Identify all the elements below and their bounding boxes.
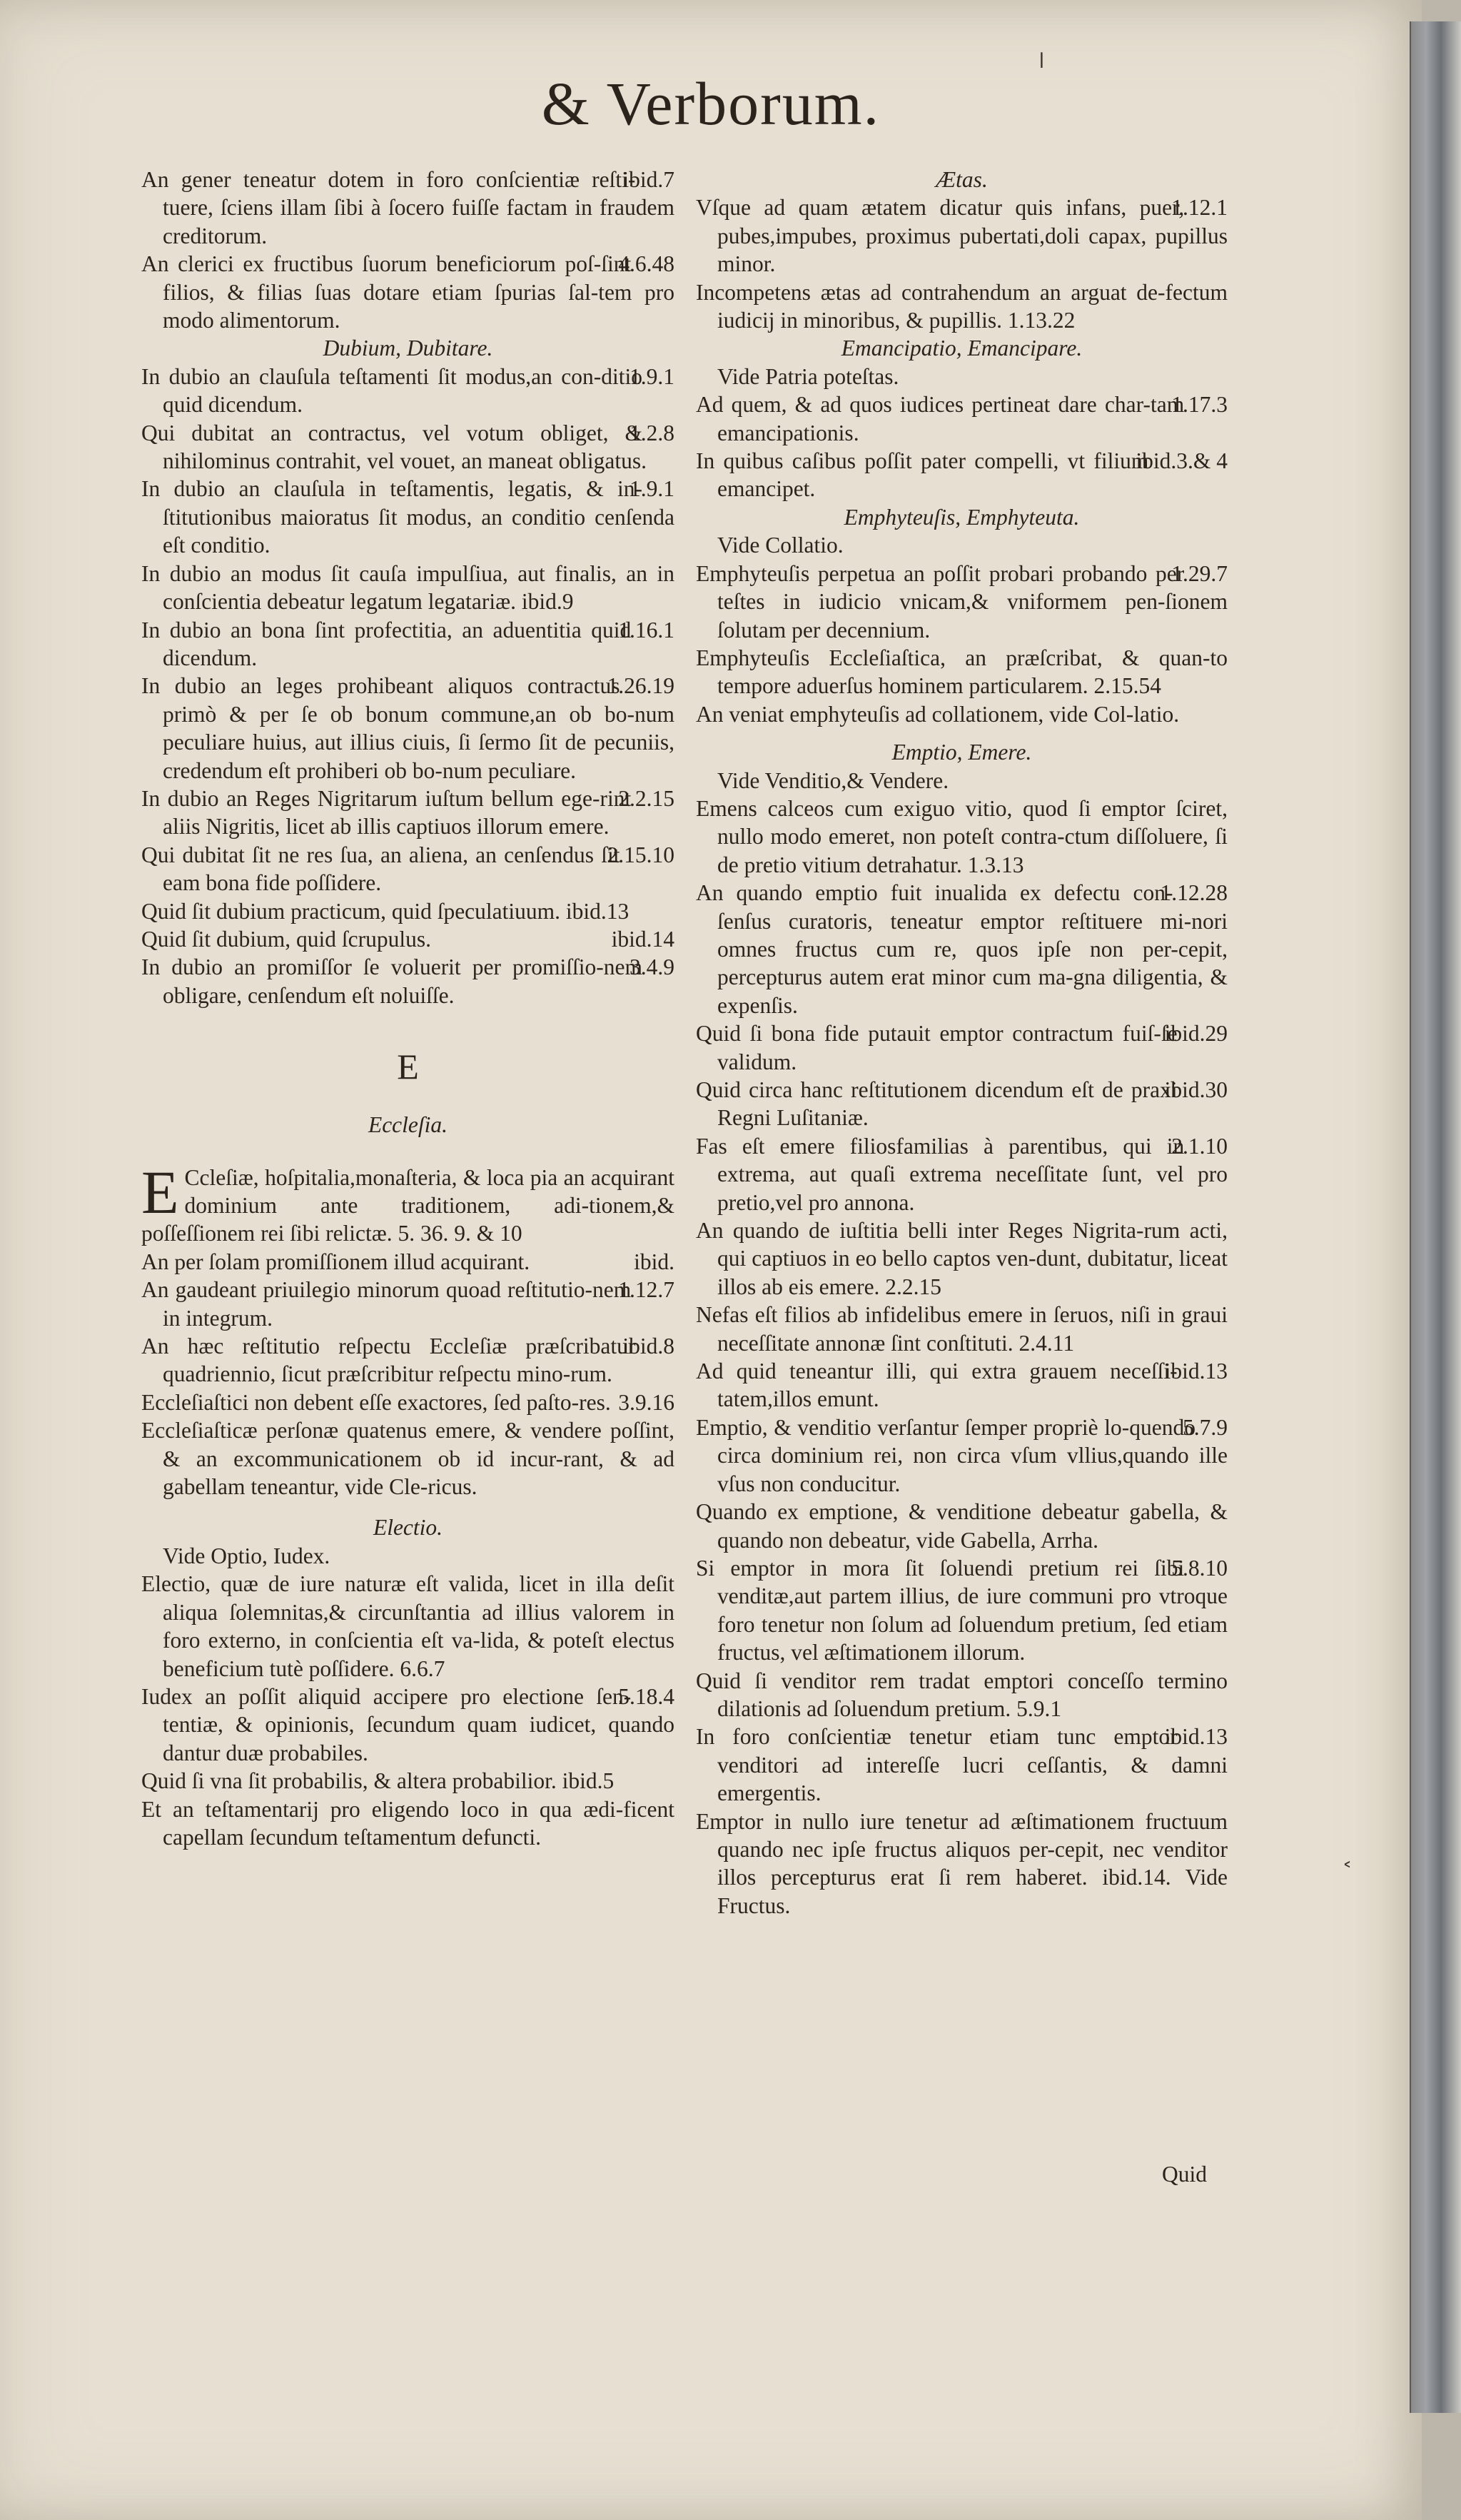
index-entry [141, 419, 674, 475]
index-entry [696, 447, 1228, 503]
entry-text: An quando de iuſtitia belli inter Reges Nigrita-rum acti, qui captiuos in eo bello captos ven-dunt, dubitatur, liceat illos ab eis emere. 2.2.15 [696, 1218, 1228, 1299]
entry-text: Emphyteuſis perpetua an poſſit probari probando per teſtes in iudicio vnicam,& vniformem pen-ſionem ſolutam per decennium. [696, 560, 1228, 642]
entry-text: In quibus caſibus poſſit pater compelli, vt filium emancipet. [696, 448, 1149, 502]
entry-text: Quid circa hanc reſtitutionem dicendum eſt de praxi Regni Luſitaniæ. [696, 1077, 1178, 1131]
entry-text: An veniat emphyteuſis ad collationem, vide Col-latio. [696, 701, 1180, 727]
index-entry [141, 166, 674, 250]
index-entry [141, 785, 674, 841]
entry-reference: ibid.13 [1164, 1724, 1228, 1750]
index-entry [141, 616, 674, 672]
index-entry [141, 841, 674, 897]
entry-text: In dubio an bona ſint profectitia, an aduentitia quid dicendum. [141, 617, 632, 670]
entry-reference: 1.2.8 [630, 420, 674, 445]
entry-text: Electio, quæ de iure naturæ eſt valida, licet in illa deſit aliqua ſolemnitas,& circunſtantia ad illius valorem in foro externo, in conſcientia eſt va-lida, & poteſt electus beneficium tutè poſſidere. 6.6.7 [141, 1571, 674, 1681]
index-entry [141, 672, 674, 785]
index-entry [141, 250, 674, 334]
entry-text: Emens calceos cum exiguo vitio, quod ſi emptor ſciret, nullo modo emeret, non poteſt contra-ctum diſſoluere, ſi de pretio vitium detrahatur. 1.3.13 [696, 795, 1228, 877]
index-entry [141, 1276, 674, 1332]
entry-text: An per ſolam promiſſionem illud acquirant. [141, 1249, 530, 1274]
entry-text: Emptor in nullo iure tenetur ad æſtimationem fructuum quando nec ipſe fructus aliquos per-cepit, nec venditor illos percepturus erat ſi rem haberet. ibid.14. Vide Fructus. [696, 1808, 1228, 1918]
entry-text: In dubio an clauſula teſtamenti ſit modus,an con-ditio quid dicendum. [141, 363, 642, 418]
drop-cap: E [141, 1157, 179, 1226]
see-also: Vide Venditio,& Vendere. [717, 767, 949, 793]
entry-text: Quid ſi venditor rem tradat emptori conceſſo termino dilationis ad ſoluendum pretium. 5.9.1 [696, 1668, 1228, 1721]
entry-reference: ibid.3.& 4 [1136, 448, 1228, 474]
entry-text: In foro conſcientiæ tenetur etiam tunc emptor venditori ad intereſſe lucri ceſſantis, & damni emergentis. [696, 1724, 1228, 1806]
index-entry [141, 1767, 674, 1795]
entry-text: In dubio an promiſſor ſe voluerit per promiſſio-nem obligare, cenſendum eſt noluiſſe. [141, 954, 642, 1008]
entry-text: Ad quid teneantur illi, qui extra grauem neceſſi-tatem,illos emunt. [696, 1359, 1178, 1412]
entry-reference: 2.1.10 [1171, 1133, 1228, 1159]
index-entry-first [141, 1157, 674, 1248]
entry-text: Ad quem, & ad quos iudices pertineat dare char-tam emancipationis. [696, 392, 1185, 445]
entry-text: Si emptor in mora ſit ſoluendi pretium rei ſibi venditæ,aut partem illius, de iure communi pro vtroque foro tenetur non ſolum ad ſoluendum pretium, ſed etiam fructus, vel æſtimationem illorum. [696, 1555, 1228, 1665]
index-entry [141, 1388, 674, 1416]
index-entry [141, 1570, 674, 1683]
entry-text: Quid ſit dubium practicum, quid ſpeculatiuum. ibid.13 [141, 898, 630, 924]
index-entry [696, 560, 1228, 644]
entry-reference: ibid.14 [611, 926, 674, 952]
index-entry [141, 1416, 674, 1501]
section-title-emphyteusis: Emphyteuſis, Emphyteuta. [844, 504, 1080, 530]
page-edge [1410, 21, 1461, 2413]
entry-text: Quando ex emptione, & venditione debeatur gabella, & quando non debeatur, vide Gabella, Arrha. [696, 1499, 1228, 1553]
left-column [141, 166, 674, 1851]
entry-text: Quid ſit dubium, quid ſcrupulus. [141, 926, 431, 952]
entry-text: Qui dubitat ſit ne res ſua, an aliena, an cenſendus ſit eam bona fide poſſidere. [141, 842, 620, 896]
index-entry [141, 1332, 674, 1388]
section-title-emancipatio: Emancipatio, Emancipare. [841, 336, 1083, 361]
entry-text: Fas eſt emere filiosfamilias à parentibus, qui in extrema, aut quaſi extrema neceſſitate ſunt, vel pro pretio,vel pro annona. [696, 1133, 1228, 1215]
entry-reference: ibid.13 [1164, 1359, 1228, 1384]
entry-reference: 5.18.4 [618, 1683, 674, 1709]
section-title-emptio: Emptio, Emere. [891, 740, 1032, 765]
entry-text: In dubio an Reges Nigritarum iuſtum bellum ege-rint aliis Nigritis, licet ab illis captiuos illorum emere. [141, 785, 632, 840]
entry-reference: 4.6.48 [618, 251, 674, 277]
index-entry [696, 879, 1228, 1019]
entry-text: An gaudeant priuilegio minorum quoad reſtitutio-nem in integrum. [141, 1277, 632, 1331]
right-column [696, 166, 1228, 1920]
entry-reference: 3.4.9 [630, 954, 674, 980]
index-entry [141, 1795, 674, 1852]
index-entry [696, 390, 1228, 447]
pen-mark-icon: ǀ [1038, 49, 1045, 74]
see-also: Vide Patria poteſtas. [717, 363, 899, 389]
index-entry [696, 1357, 1228, 1413]
index-entry [696, 1498, 1228, 1554]
entry-text: Emphyteuſis Eccleſiaſtica, an præſcribat, & quan-to tempore aduerſus hominem particularem. 2.15.54 [696, 645, 1228, 699]
entry-reference: 2.15.10 [607, 842, 674, 867]
entry-reference: 2.2.15 [618, 785, 674, 811]
index-entry [696, 1723, 1228, 1807]
entry-text: Qui dubitat an contractus, vel votum obliget, & nihilominus contrahit, vel vouet, an maneat obligatus. [141, 420, 647, 474]
margin-mark-icon: ˂ [1342, 1860, 1353, 1885]
entry-text: Nefas eſt filios ab infidelibus emere in ſeruos, niſi in graui neceſſitate annonæ ſint conſtituti. 2.4.11 [696, 1302, 1228, 1356]
index-entry [141, 953, 674, 1009]
entry-reference: 5.7.9 [1183, 1414, 1228, 1440]
index-entry [141, 925, 674, 953]
index-entry [696, 1554, 1228, 1667]
entry-text: Emptio, & venditio verſantur ſemper propriè lo-quendo circa dominium rei, non circa vſum vllius,quando ille vſus non conducitur. [696, 1414, 1228, 1496]
entry-text: An gener teneatur dotem in foro conſcientiæ reſti-tuere, ſciens illam ſibi à ſocero fuiſſe factam in fraudem creditorum. [141, 167, 674, 248]
first-entry-text: Ccleſiæ, hoſpitalia,monaſteria, & loca pia an acquirant dominium ante traditionem, adi-tionem,& poſſeſſionem rei ſibi relictæ. 5. 36. 9. & 10 [141, 1164, 674, 1246]
index-entry [141, 897, 674, 925]
index-entry [696, 700, 1228, 728]
section-title-electio: Electio. [373, 1515, 443, 1541]
index-entry [696, 1076, 1228, 1132]
entry-reference: ibid.30 [1164, 1077, 1228, 1102]
entry-text: Eccleſiaſticæ perſonæ quatenus emere, & vendere poſſint, & an excommunicationem ob id incur-rant, & ad gabellam teneantur, vide Cle-ricus. [141, 1418, 674, 1500]
entry-reference: 1.12.7 [618, 1277, 674, 1303]
entry-text: An quando emptio fuit inualida ex defectu con-ſenſus curatoris, teneatur emptor reſtituere mi-nori omnes fructus cum re, quos ipſe non per-cepit, percepturus autem erat minor cum ma-gna diligentia, & expenſis. [696, 880, 1228, 1018]
entry-reference: 1.9.1 [630, 363, 674, 389]
index-entry [696, 193, 1228, 278]
entry-text: Eccleſiaſtici non debent eſſe exactores, ſed paſto-res. [141, 1389, 611, 1415]
index-entry [696, 1413, 1228, 1498]
entry-text: Incompetens ætas ad contrahendum an arguat de-fectum iudicij in minoribus, & pupillis. 1.13.22 [696, 279, 1228, 333]
section-title-dubium: Dubium, Dubitare. [323, 336, 493, 361]
entry-text: Et an teſtamentarij pro eligendo loco in qua ædi-ficent capellam ſecundum teſtamentum defuncti. [141, 1796, 674, 1850]
see-also: Vide Collatio. [717, 533, 844, 558]
entry-reference: 1.12.28 [1160, 880, 1228, 906]
entry-text: Vſque ad quam ætatem dicatur quis infans, puer, pubes,impubes, proximus pubertati,doli capax, pupillus minor. [696, 195, 1228, 277]
section-title-aetas: Ætas. [936, 167, 988, 192]
entry-reference: 5.8.10 [1171, 1555, 1228, 1581]
index-entry [141, 560, 674, 616]
index-entry [696, 1216, 1228, 1301]
entry-reference: 1.17.3 [1171, 392, 1228, 418]
index-entry [696, 795, 1228, 879]
index-entry [696, 278, 1228, 335]
entry-reference: ibid.7 [622, 167, 674, 192]
entry-reference: ibid.8 [622, 1334, 674, 1359]
index-entry [696, 1132, 1228, 1216]
index-entry [141, 363, 674, 419]
letter-heading: E [397, 1047, 419, 1087]
entry-text: In dubio an leges prohibeant aliquos contractus primò & per ſe ob bonum commune,an ob bo-num peculiare huius, aut illius ciuis, ſi ſermo ſit de pecuniis, credendum eſt prohiberi ob bo-num peculiare. [141, 673, 674, 783]
page-heading: & Verborum. [541, 69, 881, 138]
index-entry [141, 475, 674, 559]
entry-text: In dubio an clauſula in teſtamentis, legatis, & in-ſtitutionibus maioratus ſit modus, an conditio cenſenda eſt conditio. [141, 476, 674, 558]
entry-text: An clerici ex fructibus ſuorum beneficiorum poſ-ſint filios, & filias ſuas dotare etiam ſpurias ſal-tem pro modo alimentorum. [141, 251, 674, 333]
index-entry [696, 1808, 1228, 1920]
section-title-ecclesia: Eccleſia. [368, 1112, 448, 1138]
index-entry [696, 1019, 1228, 1076]
entry-text: Iudex an poſſit aliquid accipere pro electione ſen-tentiæ, & opinionis, ſecundum quam iudicet, quando dantur duæ probabiles. [141, 1683, 674, 1765]
entry-text: Quid ſi vna ſit probabilis, & altera probabilior. ibid.5 [141, 1768, 615, 1794]
entry-reference: 3.9.16 [618, 1389, 674, 1415]
entry-reference: ibid.29 [1164, 1021, 1228, 1047]
entry-text: An hæc reſtitutio reſpectu Eccleſiæ præſcribatur quadriennio, ſicut præſcribitur reſpectu mino-rum. [141, 1334, 636, 1387]
entry-reference: 1.12.1 [1171, 195, 1228, 221]
index-entry [141, 1248, 674, 1276]
see-also: Vide Optio, Iudex. [163, 1543, 330, 1568]
index-entry [696, 1301, 1228, 1357]
entry-reference: 1.29.7 [1171, 560, 1228, 586]
entry-reference: 1.16.1 [618, 617, 674, 642]
entry-reference: ibid. [634, 1249, 674, 1274]
entry-reference: 1.26.19 [607, 673, 674, 699]
index-entry [696, 1667, 1228, 1723]
entry-text: Quid ſi bona fide putauit emptor contractum fuiſ-ſe validum. [696, 1021, 1178, 1074]
entry-reference: 1.9.1 [630, 476, 674, 502]
entry-text: In dubio an modus ſit cauſa impulſiua, aut finalis, an in conſcientia debeatur legatum legatariæ. ibid.9 [141, 560, 674, 615]
index-entry [696, 644, 1228, 700]
catchword: Quid [1162, 2162, 1207, 2187]
index-entry [141, 1683, 674, 1767]
